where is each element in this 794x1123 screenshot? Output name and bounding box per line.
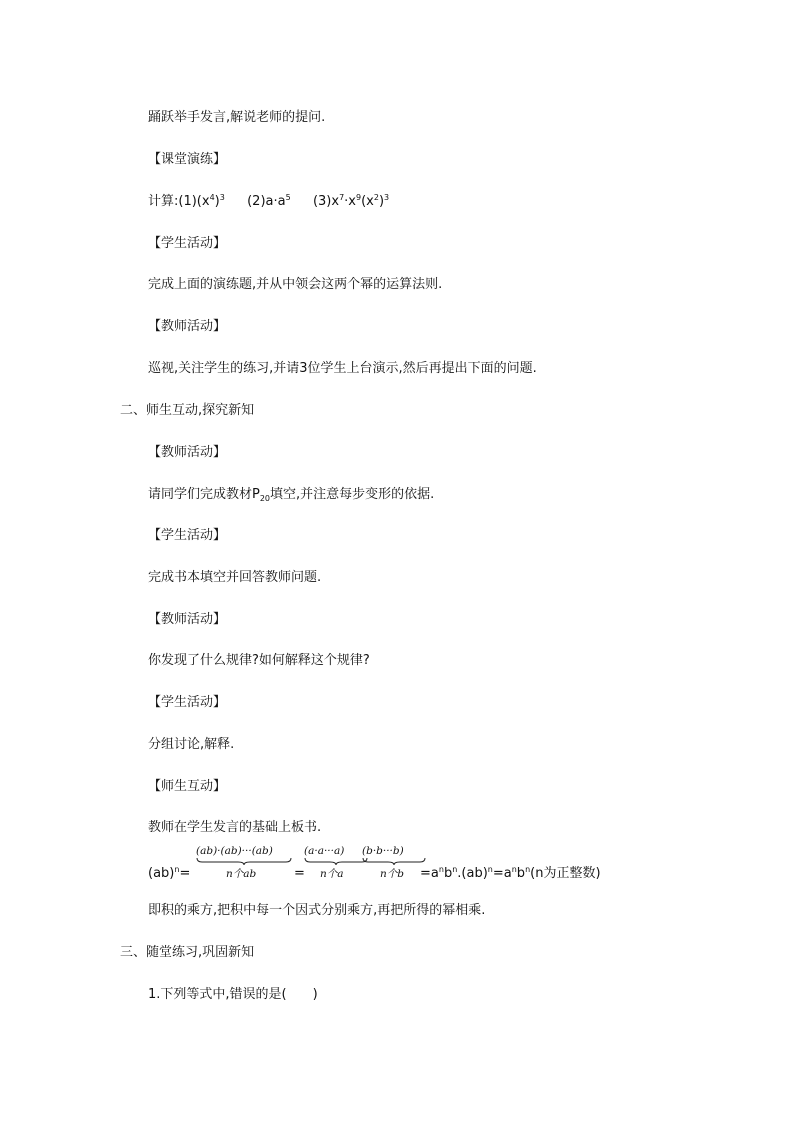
formula-lhs: (ab)$^n$= bbox=[148, 865, 191, 881]
heading-teacher-activity: 【教师活动】 bbox=[148, 445, 227, 460]
calc-mid: ·x bbox=[344, 194, 356, 209]
text-line: 你发现了什么规律?如何解释这个规律? bbox=[148, 653, 370, 668]
calc-part3: (3)x bbox=[312, 194, 340, 209]
heading-practice: 【课堂演练】 bbox=[148, 152, 227, 167]
brace-bottom-2: n个a bbox=[320, 868, 344, 880]
heading-student-activity: 【学生活动】 bbox=[148, 695, 227, 710]
text-line bbox=[148, 487, 434, 503]
brace-top-2: (a·a···a) bbox=[304, 845, 345, 857]
calc-prefix: 计算:(1)(x bbox=[148, 194, 210, 209]
brace-top-3: (b·b···b) bbox=[362, 845, 404, 857]
exponent: 7 bbox=[339, 193, 345, 202]
brace-top-1: (ab)·(ab)···(ab) bbox=[196, 845, 273, 857]
brace-bottom-1: n个ab bbox=[226, 868, 257, 880]
section-heading-3: 三、随堂练习,巩固新知 bbox=[120, 945, 255, 960]
calc-line: 计算$:(1)(x^4)^3$ $(2)a\cdot a^5$ $(3)x^7\cdot x^9(x^2)^3$ bbox=[148, 193, 390, 209]
text-line: 分组讨论,解释. bbox=[148, 737, 235, 752]
text-line: 巡视,关注学生的练习,并请3位学生上台演示,然后再提出下面的问题. bbox=[148, 361, 537, 376]
text-line: 即积的乘方,把积中每一个因式分别乘方,再把所得的幂相乘. bbox=[148, 903, 486, 918]
text-line: 教师在学生发言的基础上板书. bbox=[148, 820, 322, 835]
brace-bottom-3: n个b bbox=[380, 868, 404, 880]
section-heading-2: 二、师生互动,探究新知 bbox=[120, 403, 255, 418]
text-part: 填空,并注意每步变形的依据. bbox=[270, 487, 435, 502]
exponent: 5 bbox=[285, 193, 291, 202]
calc-paren: (x bbox=[361, 194, 374, 209]
power-of-product-formula bbox=[148, 842, 648, 886]
heading-interaction: 【师生互动】 bbox=[148, 779, 227, 794]
text-line: 踊跃举手发言,解说老师的提问. bbox=[148, 110, 326, 125]
heading-teacher-activity: 【教师活动】 bbox=[148, 612, 227, 627]
text-line: 完成上面的演练题,并从中领会这两个幂的运算法则. bbox=[148, 277, 443, 292]
formula-eq: = bbox=[294, 866, 305, 881]
underbrace-3 bbox=[362, 857, 426, 866]
underbrace-2 bbox=[304, 857, 368, 866]
exponent: 9 bbox=[356, 193, 362, 202]
heading-student-activity: 【学生活动】 bbox=[148, 528, 227, 543]
exponent: 4 bbox=[209, 193, 215, 202]
heading-teacher-activity: 【教师活动】 bbox=[148, 319, 227, 334]
underbrace-1 bbox=[196, 857, 292, 866]
formula-result: $=a^nb^n.(ab)^n=a^nb^n(n$为正整数) bbox=[420, 865, 601, 881]
exponent: 3 bbox=[384, 193, 390, 202]
exponent: 3 bbox=[219, 193, 225, 202]
page-subscript: 20 bbox=[259, 494, 271, 503]
exponent: 2 bbox=[373, 193, 379, 202]
text-line: 完成书本填空并回答教师问题. bbox=[148, 570, 322, 585]
heading-student-activity: 【学生活动】 bbox=[148, 236, 227, 251]
text-part: 请同学们完成教材P bbox=[148, 487, 260, 502]
question-1: 1.下列等式中,错误的是( ) bbox=[148, 987, 318, 1002]
calc-part2: (2)a·a bbox=[247, 194, 286, 209]
